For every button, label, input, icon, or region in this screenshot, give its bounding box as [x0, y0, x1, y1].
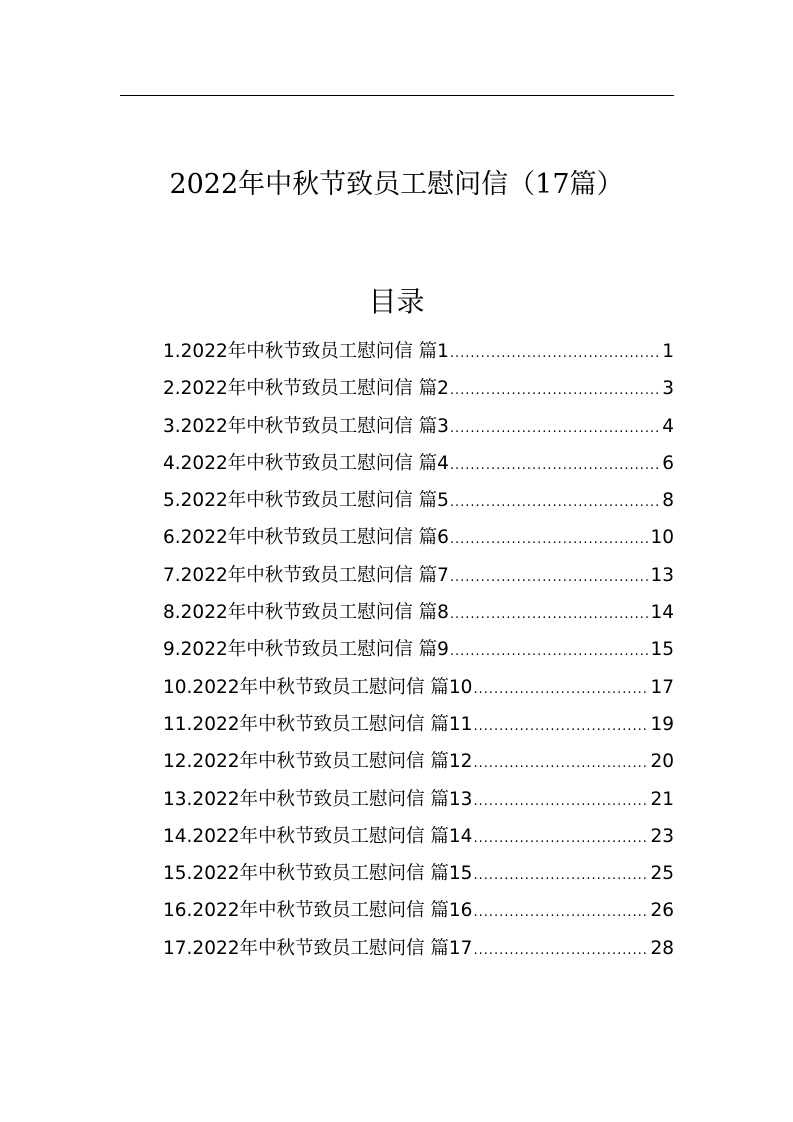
toc-heading: 目录	[368, 285, 425, 318]
toc-entry-9[interactable]	[163, 636, 674, 673]
toc-page-number: 20	[650, 751, 674, 773]
toc-page-number: 8	[662, 490, 674, 512]
toc-entry-title: 14.2022年中秋节致员工慰问信 篇14	[163, 825, 473, 847]
table-of-contents	[163, 338, 674, 972]
toc-entry-title: 16.2022年中秋节致员工慰问信 篇16	[163, 900, 473, 922]
toc-entry-title: 7.2022年中秋节致员工慰问信 篇7	[163, 564, 449, 586]
toc-dot-leader	[473, 750, 649, 778]
toc-entry-12[interactable]	[163, 748, 674, 785]
toc-page-number: 25	[650, 863, 674, 885]
toc-entry-8[interactable]	[163, 599, 674, 636]
toc-entry-5[interactable]	[163, 487, 674, 524]
toc-dot-leader	[450, 377, 661, 405]
toc-dot-leader	[450, 638, 650, 666]
toc-dot-leader	[473, 788, 649, 816]
toc-dot-leader	[473, 937, 649, 965]
toc-dot-leader	[450, 564, 650, 592]
toc-entry-title: 2.2022年中秋节致员工慰问信 篇2	[163, 378, 449, 400]
toc-entry-11[interactable]	[163, 711, 674, 748]
toc-dot-leader	[450, 415, 661, 443]
toc-entry-2[interactable]	[163, 375, 674, 412]
toc-dot-leader	[473, 862, 649, 890]
toc-entry-3[interactable]	[163, 413, 674, 450]
toc-page-number: 13	[650, 564, 674, 586]
toc-page-number: 6	[662, 452, 674, 474]
toc-entry-17[interactable]	[163, 935, 674, 972]
toc-entry-title: 6.2022年中秋节致员工慰问信 篇6	[163, 527, 449, 549]
toc-entry-title: 4.2022年中秋节致员工慰问信 篇4	[163, 452, 449, 474]
toc-page-number: 26	[650, 900, 674, 922]
toc-entry-title: 1.2022年中秋节致员工慰问信 篇1	[163, 341, 449, 362]
toc-entry-7[interactable]	[163, 562, 674, 599]
toc-page-number: 15	[650, 639, 674, 661]
toc-entry-title: 11.2022年中秋节致员工慰问信 篇11	[163, 713, 473, 735]
document-title: 2022年中秋节致员工慰问信（17篇）	[169, 169, 624, 200]
toc-dot-leader	[473, 825, 649, 853]
toc-page-number: 23	[650, 825, 674, 847]
toc-entry-13[interactable]	[163, 786, 674, 823]
toc-entry-4[interactable]	[163, 450, 674, 487]
toc-dot-leader	[473, 899, 649, 927]
toc-entry-6[interactable]	[163, 524, 674, 561]
toc-dot-leader	[450, 601, 650, 629]
toc-entry-title: 3.2022年中秋节致员工慰问信 篇3	[163, 415, 449, 437]
toc-entry-title: 5.2022年中秋节致员工慰问信 篇5	[163, 490, 449, 512]
toc-entry-title: 12.2022年中秋节致员工慰问信 篇12	[163, 751, 473, 773]
toc-dot-leader	[450, 340, 661, 368]
toc-dot-leader	[473, 676, 649, 704]
toc-entry-title: 15.2022年中秋节致员工慰问信 篇15	[163, 863, 473, 885]
toc-dot-leader	[450, 526, 650, 554]
toc-entry-1[interactable]	[163, 338, 674, 375]
toc-entry-15[interactable]	[163, 860, 674, 897]
toc-entry-10[interactable]	[163, 674, 674, 711]
toc-dot-leader	[450, 452, 661, 480]
toc-entry-title: 13.2022年中秋节致员工慰问信 篇13	[163, 788, 473, 810]
toc-page-number: 10	[650, 527, 674, 549]
toc-page-number: 17	[650, 676, 674, 698]
toc-page-number: 1	[662, 341, 674, 362]
header-rule	[120, 95, 674, 96]
toc-page-number: 3	[662, 378, 674, 400]
toc-page-number: 21	[650, 788, 674, 810]
toc-dot-leader	[473, 713, 649, 741]
toc-entry-14[interactable]	[163, 823, 674, 860]
toc-entry-title: 10.2022年中秋节致员工慰问信 篇10	[163, 676, 473, 698]
toc-page-number: 28	[650, 937, 674, 959]
toc-entry-title: 9.2022年中秋节致员工慰问信 篇9	[163, 639, 449, 661]
toc-entry-title: 8.2022年中秋节致员工慰问信 篇8	[163, 602, 449, 624]
toc-page-number: 4	[662, 415, 674, 437]
toc-entry-16[interactable]	[163, 897, 674, 934]
toc-entry-title: 17.2022年中秋节致员工慰问信 篇17	[163, 937, 473, 959]
toc-dot-leader	[450, 489, 661, 517]
toc-page-number: 19	[650, 713, 674, 735]
toc-page-number: 14	[650, 602, 674, 624]
